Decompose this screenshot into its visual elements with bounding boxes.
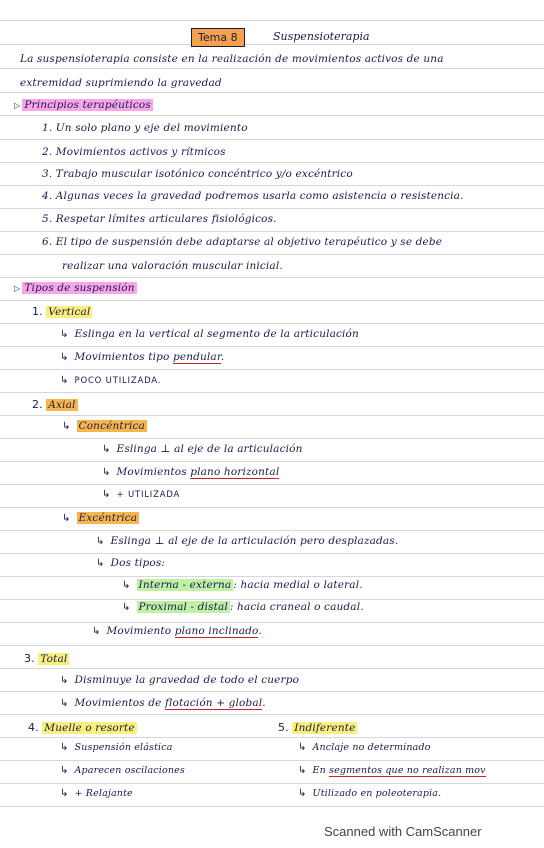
rule-line	[0, 44, 544, 45]
excentrica-text-1: Eslinga ⊥ al eje de la articulación pero desplazadas.	[110, 535, 399, 547]
segmentos-no-mov: segmentos que no realizan mov	[329, 765, 486, 776]
triangle-bullet-icon: ▷	[14, 101, 21, 110]
rule-line	[0, 622, 544, 623]
rule-line	[0, 737, 544, 738]
rule-line	[0, 139, 544, 140]
total-heading-row	[24, 652, 69, 665]
plano-horizontal: plano horizontal	[190, 466, 280, 478]
concentrica-row	[62, 420, 147, 432]
excentrica-line-2	[96, 557, 165, 569]
branch-arrow-icon: ↳	[298, 742, 307, 753]
period: .	[220, 351, 225, 363]
branch-arrow-icon: ↳	[122, 602, 131, 613]
total-line-2	[60, 697, 266, 709]
indiferente-line-3	[298, 788, 441, 799]
indiferente-heading: Indiferente	[294, 722, 356, 734]
principios-heading-row	[14, 99, 153, 111]
rule-line	[0, 576, 544, 577]
total-heading: Total	[40, 653, 68, 665]
rule-line	[0, 806, 544, 807]
concentrica-text-1: Eslinga ⊥ al eje de la articulación	[116, 443, 303, 455]
rule-line	[0, 162, 544, 163]
rule-line	[0, 92, 544, 93]
indiferente-text-1: Anclaje no determinado	[312, 742, 431, 753]
branch-arrow-icon: ↳	[62, 513, 71, 524]
rule-line	[0, 461, 544, 462]
branch-arrow-icon: ↳	[102, 489, 111, 500]
vertical-line-3	[60, 374, 161, 386]
muelle-line-3	[60, 788, 133, 799]
triangle-bullet-icon: ▷	[14, 284, 21, 293]
vertical-heading-row	[32, 305, 92, 318]
intro-line-2: extremidad suprimiendo la gravedad	[20, 77, 222, 89]
rule-line	[0, 691, 544, 692]
excentrica-text-4: : hacia craneal o caudal.	[229, 601, 364, 613]
indiferente-line-2	[298, 765, 486, 776]
rule-line	[0, 68, 544, 69]
concentrica-line-1	[102, 443, 303, 455]
indiferente-text-3: Utilizado en poleoterapia.	[312, 788, 442, 799]
branch-arrow-icon: ↳	[60, 742, 69, 753]
concentrica-text-3: + UTILIZADA	[116, 490, 181, 500]
rule-line	[0, 783, 544, 784]
rule-line	[0, 507, 544, 508]
vertical-text-3: POCO UTILIZADA.	[74, 376, 162, 386]
tema-label: Tema 8	[191, 28, 245, 47]
principio-item: 1. Un solo plano y eje del movimiento	[42, 122, 248, 134]
concentrica-text-2: Movimientos	[116, 466, 191, 478]
rule-line	[0, 760, 544, 761]
rule-line	[0, 553, 544, 554]
branch-arrow-icon: ↳	[298, 788, 307, 799]
principio-item-continued: realizar una valoración muscular inicial.	[62, 260, 283, 272]
rule-line	[0, 484, 544, 485]
vertical-number: 1.	[32, 305, 43, 318]
total-text-2: Movimientos de	[74, 697, 165, 709]
branch-arrow-icon: ↳	[102, 444, 111, 455]
period: .	[258, 625, 262, 637]
tipos-heading: Tipos de suspensión	[24, 282, 135, 294]
muelle-text-2: Aparecen oscilaciones	[74, 765, 185, 776]
page-title: Suspensioterapia	[273, 30, 370, 43]
branch-arrow-icon: ↳	[60, 675, 69, 686]
axial-number: 2.	[32, 398, 43, 411]
concentrica-heading: Concéntrica	[78, 420, 145, 432]
excentrica-line-5	[92, 625, 262, 637]
principio-item: 2. Movimientos activos y rítmicos	[42, 146, 226, 158]
concentrica-line-2	[102, 466, 279, 478]
rule-line	[0, 645, 544, 646]
rule-line	[0, 369, 544, 370]
flotacion-global: flotación + global	[164, 697, 263, 709]
branch-arrow-icon: ↳	[92, 626, 101, 637]
excentrica-text-5: Movimiento	[106, 625, 175, 637]
indiferente-number: 5.	[278, 721, 289, 734]
rule-line	[0, 115, 544, 116]
rule-line	[0, 208, 544, 209]
principio-item: 5. Respetar límites articulares fisiológicos.	[42, 213, 277, 225]
branch-arrow-icon: ↳	[122, 580, 131, 591]
rule-line	[0, 415, 544, 416]
rule-line	[0, 20, 544, 21]
muelle-line-2	[60, 765, 185, 776]
muelle-heading-row	[28, 721, 137, 734]
branch-arrow-icon: ↳	[102, 467, 111, 478]
indiferente-text-2: En	[312, 765, 330, 776]
axial-heading-row	[32, 398, 78, 411]
vertical-pendular: pendular	[172, 351, 221, 363]
branch-arrow-icon: ↳	[60, 698, 69, 709]
rule-line	[0, 185, 544, 186]
period: .	[262, 697, 266, 709]
rule-line	[0, 599, 544, 600]
rule-line	[0, 668, 544, 669]
rule-line	[0, 300, 544, 301]
camscanner-watermark: Scanned with CamScanner	[324, 824, 482, 839]
branch-arrow-icon: ↳	[60, 329, 69, 340]
muelle-heading: Muelle o resorte	[44, 722, 135, 734]
excentrica-line-4	[122, 601, 364, 613]
indiferente-heading-row	[278, 721, 357, 734]
excentrica-text-2: Dos tipos:	[110, 557, 166, 569]
tipos-heading-row	[14, 282, 137, 294]
rule-line	[0, 323, 544, 324]
excentrica-row	[62, 512, 139, 524]
branch-arrow-icon: ↳	[60, 765, 69, 776]
total-number: 3.	[24, 652, 35, 665]
principio-item: 3. Trabajo muscular isotónico concéntrico y/o excéntrico	[42, 168, 353, 180]
rule-line	[0, 714, 544, 715]
vertical-text-1: Eslinga en la vertical al segmento de la articulación	[74, 328, 359, 340]
principios-heading: Principios terapéuticos	[24, 99, 151, 111]
excentrica-text-3: : hacia medial o lateral.	[233, 579, 363, 591]
vertical-line-2	[60, 351, 224, 363]
muelle-number: 4.	[28, 721, 39, 734]
rule-line	[0, 392, 544, 393]
branch-arrow-icon: ↳	[60, 375, 69, 386]
rule-line	[0, 277, 544, 278]
rule-line	[0, 438, 544, 439]
muelle-line-1	[60, 742, 173, 753]
plano-inclinado: plano inclinado	[174, 625, 259, 637]
rule-line	[0, 231, 544, 232]
intro-line-1: La suspensioterapia consiste en la realización de movimientos activos de una	[20, 53, 444, 65]
excentrica-line-3	[122, 579, 363, 591]
branch-arrow-icon: ↳	[60, 352, 69, 363]
vertical-line-1	[60, 328, 359, 340]
proximal-distal: Proximal - distal	[138, 601, 228, 613]
concentrica-line-3	[102, 488, 180, 500]
principio-item: 6. El tipo de suspensión debe adaptarse al objetivo terapéutico y se debe	[42, 236, 443, 248]
total-text-1: Disminuye la gravedad de todo el cuerpo	[74, 674, 300, 686]
branch-arrow-icon: ↳	[96, 558, 105, 569]
branch-arrow-icon: ↳	[62, 421, 71, 432]
indiferente-line-1	[298, 742, 431, 753]
total-line-1	[60, 674, 299, 686]
muelle-text-1: Suspensión elástica	[74, 742, 173, 753]
vertical-heading: Vertical	[48, 306, 91, 318]
branch-arrow-icon: ↳	[298, 765, 307, 776]
principio-item: 4. Algunas veces la gravedad podremos usarla como asistencia o resistencia.	[42, 190, 464, 202]
excentrica-line-1	[96, 535, 398, 547]
rule-line	[0, 254, 544, 255]
excentrica-heading: Excéntrica	[78, 512, 138, 524]
rule-line	[0, 530, 544, 531]
interna-externa: Interna - externa	[138, 579, 232, 591]
branch-arrow-icon: ↳	[60, 788, 69, 799]
axial-heading: Axial	[48, 399, 76, 411]
vertical-text-2: Movimientos tipo	[74, 351, 173, 363]
muelle-text-3: + Relajante	[74, 788, 133, 799]
branch-arrow-icon: ↳	[96, 536, 105, 547]
rule-line	[0, 346, 544, 347]
